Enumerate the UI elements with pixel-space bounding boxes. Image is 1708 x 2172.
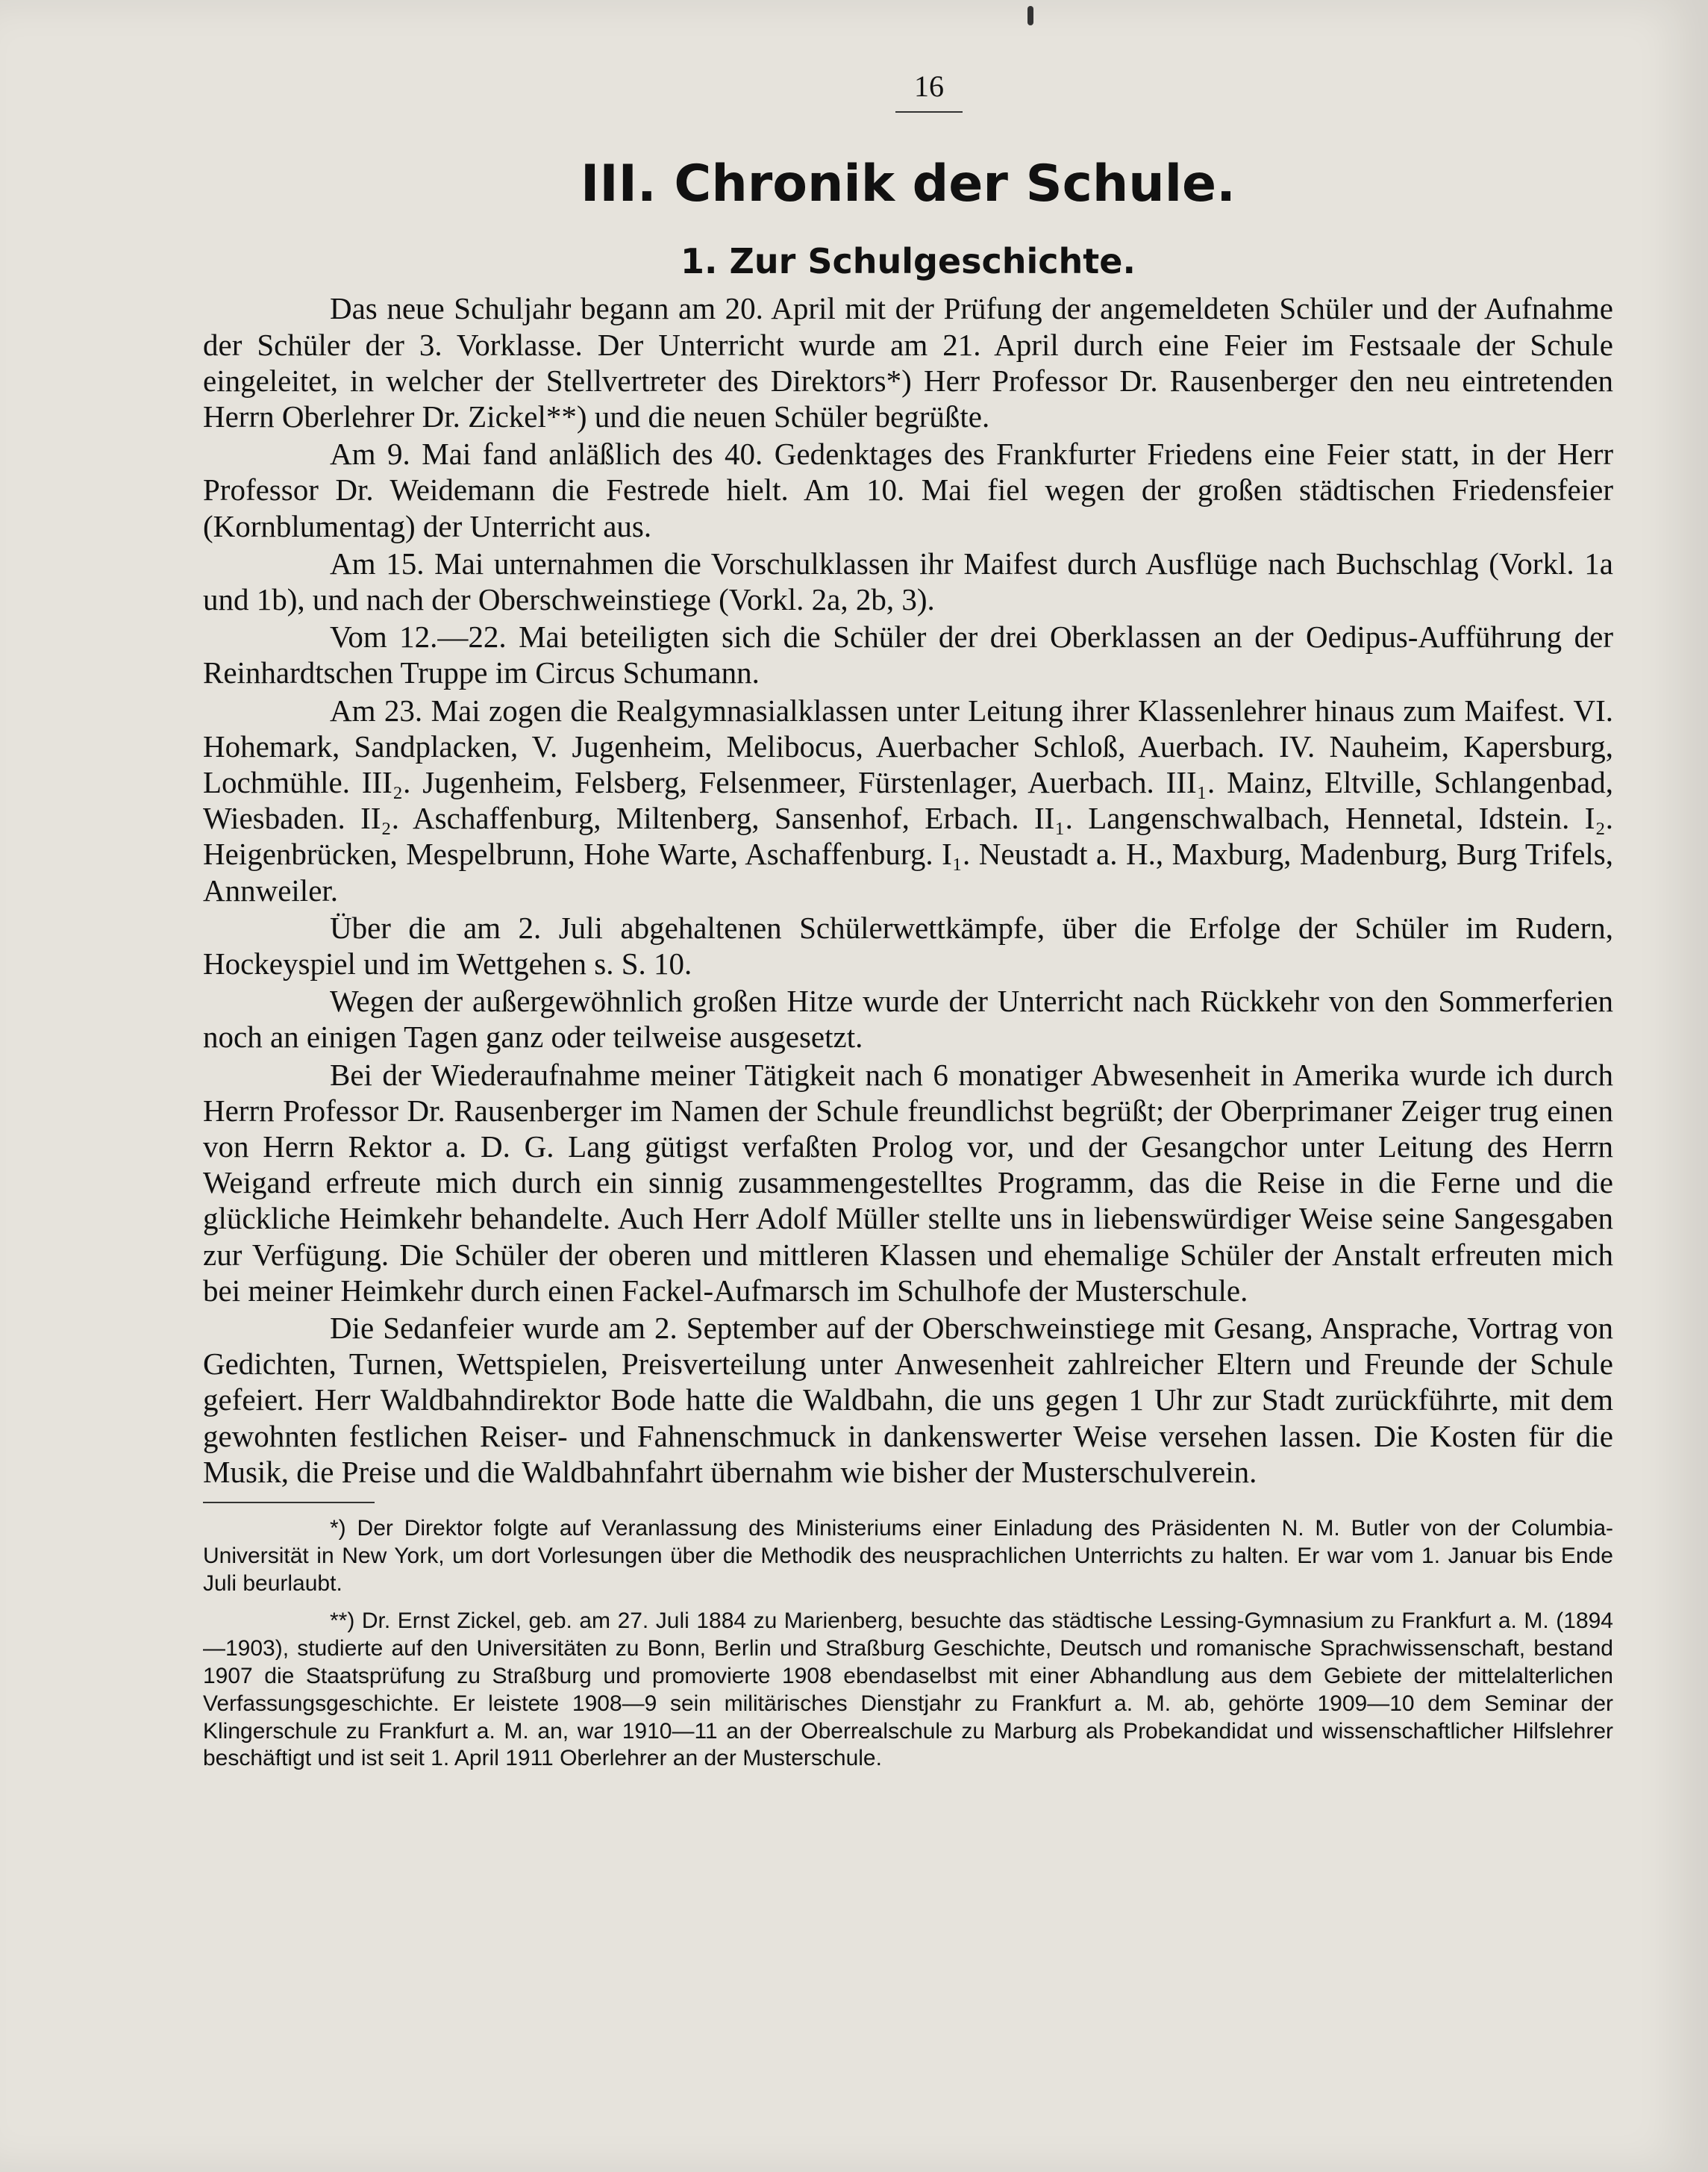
section-title: 1. Zur Schulgeschichte. [681, 240, 1136, 281]
footnote-director: *) Der Direktor folgte auf Veranlassung des Ministeriums einer Einladung des Präsidenten N. M. Butler von der Columbia-Universität in New York, um dort Vorlesungen über die Methodik des neusprachlichen Unterrichts zu halten. Er war vom 1. Januar bis Ende Juli beurlaubt. [203, 1516, 1613, 1596]
paragraph-school-year-start: Das neue Schuljahr begann am 20. April mit der Prüfung der angemeldeten Schüler und der Aufnahme der Schüler der 3. Vorklasse. Der Unterricht wurde am 21. April durch eine Feier im Festsaale der Schule eingeleitet, in welcher der Stellvertreter des Direktors*) Herr Professor Dr. Rausenberger den neu eintretenden Herrn Oberlehrer Dr. Zickel**) und die neuen Schüler begrüßte. [203, 291, 1613, 434]
footnote-divider [203, 1502, 375, 1503]
page-number: 16 [895, 69, 963, 113]
chapter-title: III. Chronik der Schule. [581, 155, 1236, 213]
footnote-zickel: **) Dr. Ernst Zickel, geb. am 27. Juli 1884 zu Marienberg, besuchte das städtische Lessing-Gymnasium zu Frankfurt a. M. (1894—1903), studierte auf den Universitäten zu Bonn, Berlin und Straßburg Geschichte, Deutsch und romanische Sprachwissenschaft, bestand 1907 die Staatsprüfung zu Straßburg und promovierte 1908 ebendaselbst mit einer Abhandlung aus dem Gebiete der mittelalterlichen Verfassungsgeschichte. Er leistete 1908—9 sein militärisches Dienstjahr zu Frankfurt a. M. ab, gehörte 1909—10 dem Seminar der Klingerschule zu Frankfurt a. M. an, war 1910—11 an der Oberrealschule zu Marburg als Probekandidat und wissenschaftlicher Hilfslehrer beschäftigt und ist seit 1. April 1911 Oberlehrer an der Musterschule. [203, 1608, 1613, 1771]
paragraph-peace-anniversary: Am 9. Mai fand anläßlich des 40. Gedenktages des Frankfurter Friedens eine Feier statt, in der Herr Professor Dr. Weidemann die Festrede hielt. Am 10. Mai fiel wegen der großen städtischen Friedensfeier (Kornblumentag) der Unterricht aus. [203, 437, 1613, 543]
paragraph-director-return: Bei der Wiederaufnahme meiner Tätigkeit nach 6 monatiger Abwesenheit in Amerika wurde ich durch Herrn Professor Dr. Rausenberger im Namen der Schule freundlichst begrüßt; der Oberprimaner Zeiger trug einen von Herrn Rektor a. D. G. Lang gütigst verfaßten Prolog vor, und der Gesangchor unter Leitung des Herrn Weigand erfreute mich durch ein sinnig zusammengestelltes Programm, das die Reise in die Ferne und die glückliche Heimkehr behandelte. Auch Herr Adolf Müller stellte uns in liebenswürdiger Weise seine Sangesgaben zur Verfügung. Die Schüler der oberen und mittleren Klassen und ehemalige Schüler der Anstalt erfreuten mich bei meiner Heimkehr durch einen Fackel-Aufmarsch im Schulhofe der Musterschule. [203, 1057, 1613, 1308]
ink-speck [1027, 6, 1033, 25]
paragraph-sedan-celebration: Die Sedanfeier wurde am 2. September auf der Oberschweinstiege mit Gesang, Ansprache, Vortrag von Gedichten, Turnen, Wettspielen, Preisverteilung unter Anwesenheit zahlreicher Eltern und Freunde der Schule gefeiert. Herr Waldbahndirektor Bode hatte die Waldbahn, die uns gegen 1 Uhr zur Stadt zurückführte, mit dem gewohnten festlichen Reiser- und Fahnenschmuck in dankenswerter Weise versehen lassen. Die Kosten für die Musik, die Preise und die Waldbahnfahrt übernahm wie bisher der Musterschulverein. [203, 1311, 1613, 1489]
paragraph-student-competitions: Über die am 2. Juli abgehaltenen Schülerwettkämpfe, über die Erfolge der Schüler im Rudern, Hockeyspiel und im Wettgehen s. S. 10. [203, 910, 1613, 982]
paragraph-oedipus-performance: Vom 12.—22. Mai beteiligten sich die Schüler der drei Oberklassen an der Oedipus-Aufführung der Reinhardtschen Truppe im Circus Schumann. [203, 620, 1613, 690]
page-content [203, 157, 1613, 1773]
paragraph-class-excursions: Am 23. Mai zogen die Realgymnasialklassen unter Leitung ihrer Klassenlehrer hinaus zum Maifest. VI. Hohemark, Sandplacken, V. Jugenheim, Melibocus, Auerbacher Schloß, Auerbach. IV. Nauheim, Kapersburg, Lochmühle. III₂. Jugenheim, Felsberg, Felsenmeer, Fürstenlager, Auerbach. III₁. Mainz, Eltville, Schlangenbad, Wiesbaden. II₂. Aschaffenburg, Miltenberg, Sansenhof, Erbach. II₁. Langenschwalbach, Hennetal, Idstein. I₂. Heigenbrücken, Mespelbrunn, Hohe Warte, Aschaffenburg. I₁. Neustadt a. H., Maxburg, Madenburg, Burg Trifels, Annweiler. [203, 693, 1613, 908]
paragraph-preschool-mayfest: Am 15. Mai unternahmen die Vorschulklassen ihr Maifest durch Ausflüge nach Buchschlag (Vorkl. 1a und 1b), und nach der Oberschweinstiege (Vorkl. 2a, 2b, 3). [203, 546, 1613, 617]
paragraph-heat-closure: Wegen der außergewöhnlich großen Hitze wurde der Unterricht nach Rückkehr von den Sommerferien noch an einigen Tagen ganz oder teilweise ausgesetzt. [203, 984, 1613, 1055]
